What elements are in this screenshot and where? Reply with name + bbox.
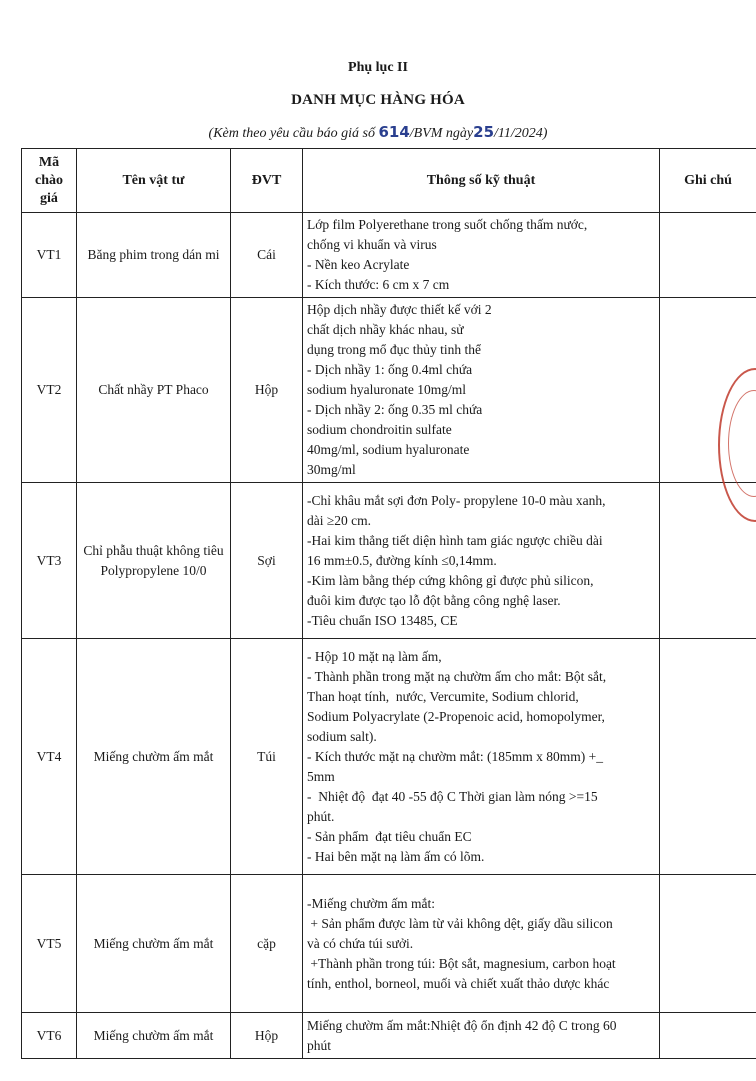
spec-line: Miếng chườm ấm mắt:Nhiệt độ ổn định 42 độ C trong 60 [307,1017,617,1033]
cell-name: Băng phim trong dán mi [77,213,231,298]
spec-line: sodium hyaluronate 10mg/ml [307,382,466,397]
header-code: Mã chào giá [22,149,77,213]
spec-line: - Hai bên mặt nạ làm ấm có lõm. [307,848,485,864]
reference-suffix: /11/2024) [494,126,548,141]
spec-line: -Tiêu chuẩn ISO 13485, CE [307,612,458,628]
spec-line: và có chứa túi sưởi. [307,935,414,951]
spec-line: - Dịch nhầy 2: ống 0.35 ml chứa [307,402,483,417]
spec-line: - Sản phẩm đạt tiêu chuẩn EC [307,828,472,844]
spec-line: dài ≥20 cm. [307,512,372,528]
cell-note [660,875,756,1013]
table-row [22,875,756,1013]
cell-code: VT2 [22,298,77,483]
spec-line: -Miếng chườm ấm mắt: [307,895,436,911]
table-row [22,298,756,483]
table-row [22,1013,756,1059]
spec-line: Hộp dịch nhầy được thiết kế với 2 [307,302,492,317]
table-row [22,213,756,298]
spec-line: Lớp film Polyerethane trong suốt chống thấm nước, [307,217,588,232]
cell-name: Miếng chườm ấm mắt [77,1013,231,1059]
table-header-row [22,149,756,213]
cell-code: VT6 [22,1013,77,1059]
spec-line: 30mg/ml [307,462,356,477]
spec-line: -Kim làm bằng thép cứng không gỉ được phủ silicon, [307,572,594,588]
header-note: Ghi chú [660,149,756,213]
spec-line: +Thành phần trong túi: Bột sắt, magnesium, carbon hoạt [307,955,616,971]
spec-line: tính, enthol, borneol, muối và chiết xuất thảo dược khác [307,975,610,991]
handwritten-day: 25 [473,123,495,141]
spec-line: - Dịch nhầy 1: ống 0.4ml chứa [307,362,473,377]
spec-line: - Hộp 10 mặt nạ làm ấm, [307,648,442,664]
cell-spec [303,1013,660,1059]
spec-line: sodium chondroitin sulfate [307,422,452,437]
cell-spec [303,483,660,639]
spec-line: -Hai kim thẳng tiết diện hình tam giác ngược chiều dài [307,532,603,548]
cell-spec [303,875,660,1013]
spec-line: - Nền keo Acrylate [307,257,410,272]
table-row [22,483,756,639]
cell-unit: Sợi [231,483,303,639]
spec-line: 40mg/ml, sodium hyaluronate [307,442,470,457]
cell-note [660,213,756,298]
spec-line: 5mm [307,768,335,784]
cell-name: Chất nhầy PT Phaco [77,298,231,483]
spec-line: phút. [307,808,335,824]
handwritten-request-number: 614 [378,123,410,141]
cell-spec [303,298,660,483]
cell-name: Miếng chườm ấm mắt [77,639,231,875]
reference-prefix: (Kèm theo yêu cầu báo giá số [208,126,379,141]
spec-line: -Chỉ khâu mắt sợi đơn Poly- propylene 10-0 màu xanh, [307,492,606,508]
spec-line: phút [307,1037,332,1053]
spec-line: Than hoạt tính, nước, Vercumite, Sodium chlorid, [307,688,579,704]
cell-code: VT3 [22,483,77,639]
goods-table [21,148,756,1059]
spec-line: - Thành phần trong mặt nạ chườm ấm cho mắt: Bột sắt, [307,668,607,684]
table-row [22,639,756,875]
spec-line: đuôi kim được tạo lỗ đột bằng công nghệ laser. [307,592,561,608]
cell-note [660,639,756,875]
cell-code: VT4 [22,639,77,875]
spec-line: dụng trong mổ đục thủy tinh thể [307,342,481,357]
cell-unit: Hộp [231,298,303,483]
spec-line: chất dịch nhầy khác nhau, sử [307,322,464,337]
cell-code: VT5 [22,875,77,1013]
spec-line: 16 mm±0.5, đường kính ≤0,14mm. [307,552,497,568]
header-unit: ĐVT [231,149,303,213]
document-title: DANH MỤC HÀNG HÓA [291,92,465,108]
cell-code: VT1 [22,213,77,298]
reference-mid: /BVM ngày [409,126,474,141]
cell-name: Miếng chườm ấm mắt [77,875,231,1013]
spec-line: chống vi khuẩn và virus [307,237,437,252]
cell-unit: Túi [231,639,303,875]
cell-unit: Hộp [231,1013,303,1059]
spec-line: - Kích thước mặt nạ chườm mắt: (185mm x 80mm) +_ [307,748,603,764]
cell-unit: cặp [231,875,303,1013]
spec-line: - Kích thước: 6 cm x 7 cm [307,277,450,292]
spec-line: + Sản phẩm được làm từ vải không dệt, giấy dầu silicon [307,915,613,931]
header-name: Tên vật tư [77,149,231,213]
spec-line: sodium salt). [307,728,377,744]
cell-name: Chỉ phẫu thuật không tiêu Polypropylene 10/0 [77,483,231,639]
spec-line: Sodium Polyacrylate (2-Propenoic acid, homopolymer, [307,708,605,724]
header-spec: Thông số kỹ thuật [303,149,660,213]
cell-note [660,1013,756,1059]
spec-line: - Nhiệt độ đạt 40 -55 độ C Thời gian làm nóng >=15 [307,788,598,804]
appendix-label: Phụ lục II [348,60,408,75]
reference-line [0,123,756,142]
cell-unit: Cái [231,213,303,298]
cell-spec [303,213,660,298]
cell-spec [303,639,660,875]
